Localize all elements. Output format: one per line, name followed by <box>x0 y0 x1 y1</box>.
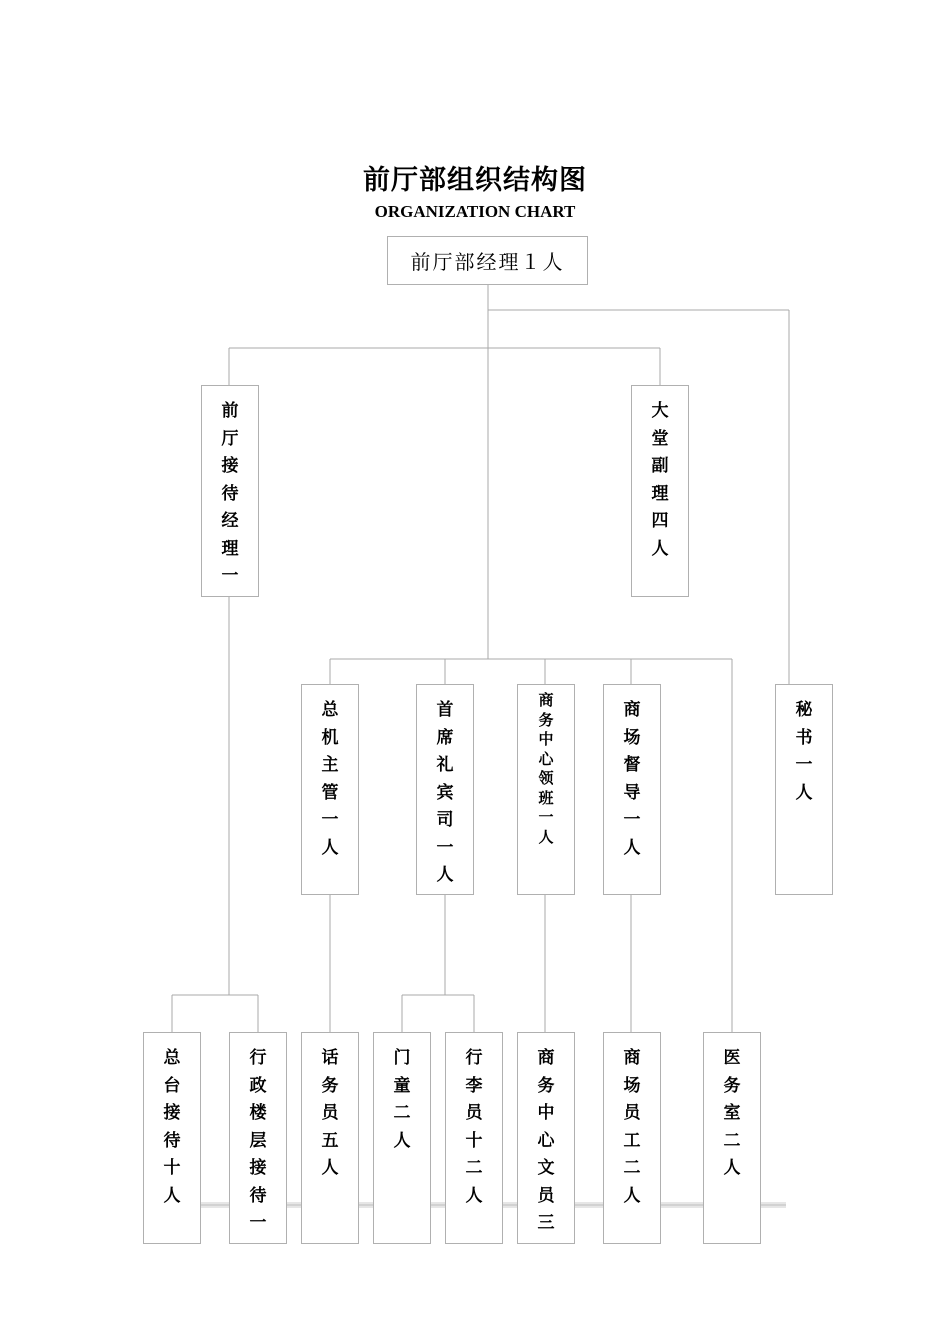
chief-concierge-box <box>416 684 474 895</box>
clinic-box <box>703 1032 761 1244</box>
front-desk-receptionists-box <box>143 1032 201 1244</box>
reception-manager-label: 前 厅 接 待 经 理 一 <box>221 401 239 586</box>
lobby-assistant-manager-box <box>631 385 689 597</box>
business-center-captain-box <box>517 684 575 895</box>
mall-staff-box <box>603 1032 661 1244</box>
front-desk-receptionists-label: 总 台 接 待 十 人 <box>163 1048 181 1206</box>
bellmen-box <box>445 1032 503 1244</box>
telephone-operators-box <box>301 1032 359 1244</box>
chart-title: 前厅部组织结构图 <box>363 165 587 196</box>
reception-manager-box <box>201 385 259 597</box>
business-center-clerks-box <box>517 1032 575 1244</box>
mall-supervisor-box <box>603 684 661 895</box>
chart-subtitle: ORGANIZATION CHART <box>374 202 576 221</box>
doormen-label: 门 童 二 人 <box>393 1048 411 1151</box>
operator-supervisor-label: 总 机 主 管 一 人 <box>321 700 339 858</box>
mall-staff-label: 商 场 员 工 二 人 <box>623 1048 641 1206</box>
doormen-box <box>373 1032 431 1244</box>
lobby-assistant-manager-label: 大 堂 副 理 四 人 <box>651 401 669 559</box>
business-center-clerks-label: 商 务 中 心 文 员 三 <box>537 1048 555 1233</box>
secretary-box <box>775 684 833 895</box>
front-office-manager-box: 前厅部经理１人 <box>387 236 588 285</box>
executive-floor-reception-box <box>229 1032 287 1244</box>
secretary-label: 秘 书 一 人 <box>795 700 813 803</box>
operator-supervisor-box <box>301 684 359 895</box>
telephone-operators-label: 话 务 员 五 人 <box>321 1048 339 1178</box>
chief-concierge-label: 首 席 礼 宾 司 一 人 <box>436 700 454 885</box>
clinic-label: 医 务 室 二 人 <box>723 1048 741 1178</box>
bellmen-label: 行 李 员 十 二 人 <box>465 1048 483 1206</box>
business-center-captain-label: 商 务 中 心 领 班 一 人 <box>538 691 554 846</box>
executive-floor-reception-label: 行 政 楼 层 接 待 一 <box>249 1048 267 1233</box>
mall-supervisor-label: 商 场 督 导 一 人 <box>623 700 641 858</box>
